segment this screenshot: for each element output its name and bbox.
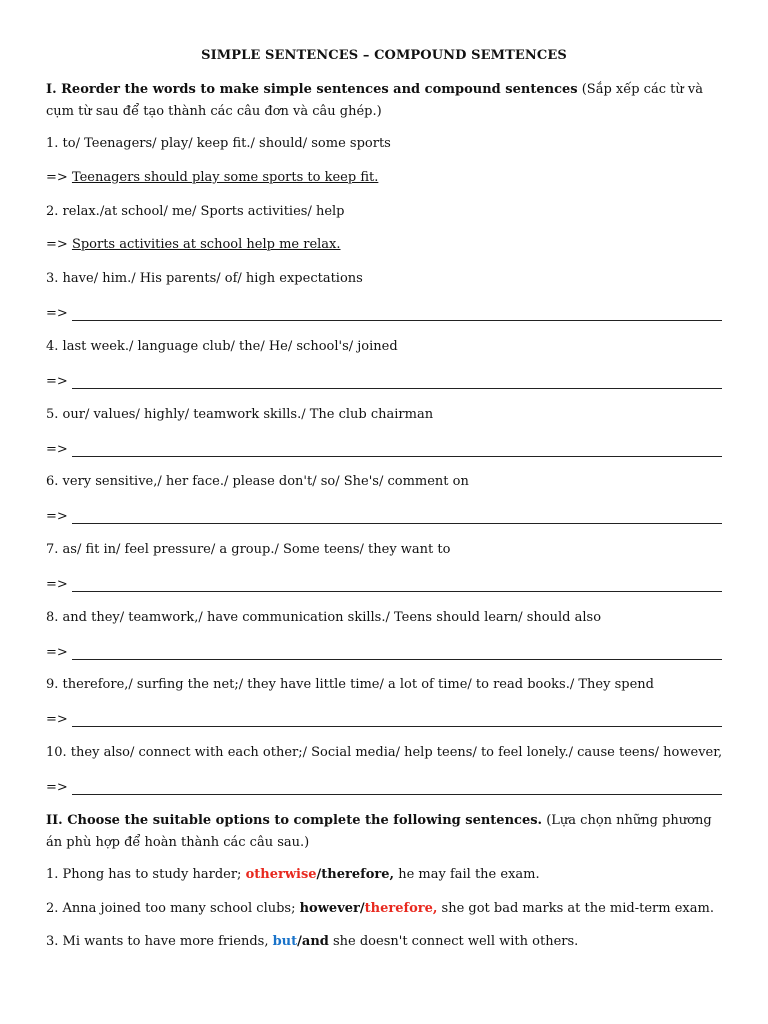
option-and[interactable]: and <box>301 934 329 949</box>
page-title: SIMPLE SENTENCES – COMPOUND SEMTENCES <box>201 48 567 63</box>
question-8: 8. and they/ teamwork,/ have communication skills./ Teens should learn/ should also <box>46 610 602 625</box>
answer-blank-6[interactable] <box>72 511 722 524</box>
option-otherwise[interactable]: otherwise <box>245 867 317 882</box>
sentence-2-start: 2. Anna joined too many school clubs; <box>46 901 300 916</box>
arrow: => <box>46 645 68 660</box>
part2-heading: II. Choose the suitable options to complete the following sentences. <box>46 813 543 828</box>
sentence-2-end: she got bad marks at the mid-term exam. <box>437 901 714 916</box>
question-1: 1. to/ Teenagers/ play/ keep fit./ should/ some sports <box>46 136 391 151</box>
option-separator: / <box>359 901 365 916</box>
arrow: => <box>46 442 68 457</box>
answer-2-text: Sports activities at school help me relax. <box>71 237 341 252</box>
option-separator: / <box>316 867 322 882</box>
sentence-3-end: she doesn't connect well with others. <box>328 934 579 949</box>
option-therefore[interactable]: therefore, <box>364 901 438 916</box>
answer-8[interactable] <box>46 644 722 660</box>
question-5: 5. our/ values/ highly/ teamwork skills./ The club chairman <box>46 407 434 422</box>
choice-sentence-3 <box>46 934 722 949</box>
question-3: 3. have/ him./ His parents/ of/ high expectations <box>46 271 363 286</box>
part2-note: (Lựa chọn những phương án phù hợp để hoàn thành các câu sau.) <box>46 813 712 850</box>
part1-note: (Sắp xếp các từ và cụm từ sau để tạo thành các câu đơn và câu ghép.) <box>46 82 703 119</box>
choice-sentence-2 <box>46 901 722 916</box>
sentence-3-start: 3. Mi wants to have more friends, <box>46 934 273 949</box>
question-4: 4. last week./ language club/ the/ He/ school's/ joined <box>46 339 398 354</box>
option-but[interactable]: but <box>272 934 298 949</box>
option-therefore[interactable]: therefore, <box>321 867 395 882</box>
answer-blank-3[interactable] <box>72 308 722 321</box>
arrow: => <box>46 170 68 185</box>
answer-5[interactable] <box>46 441 722 457</box>
question-9: 9. therefore,/ surfing the net;/ they have little time/ a lot of time/ to read books./ They spend <box>46 677 654 692</box>
sentence-1-end: he may fail the exam. <box>394 867 540 882</box>
option-however[interactable]: however <box>299 901 360 916</box>
sentence-1-start: 1. Phong has to study harder; <box>46 867 246 882</box>
answer-blank-8[interactable] <box>72 647 722 660</box>
answer-blank-9[interactable] <box>72 714 722 727</box>
arrow: => <box>46 374 68 389</box>
part1-heading: I. Reorder the words to make simple sentences and compound sentences <box>46 82 578 97</box>
answer-2 <box>46 237 722 252</box>
question-10: 10. they also/ connect with each other;/ Social media/ help teens/ to feel lonely./ cause teens/ however, <box>46 745 723 760</box>
option-separator: / <box>297 934 302 949</box>
answer-1 <box>46 170 722 185</box>
arrow: => <box>46 577 68 592</box>
choice-sentence-1 <box>46 867 722 882</box>
answer-7[interactable] <box>46 576 722 592</box>
answer-6[interactable] <box>46 508 722 524</box>
arrow: => <box>46 306 68 321</box>
arrow: => <box>46 712 68 727</box>
answer-blank-7[interactable] <box>72 579 722 592</box>
answer-9[interactable] <box>46 711 722 727</box>
question-7: 7. as/ fit in/ feel pressure/ a group./ Some teens/ they want to <box>46 542 451 557</box>
answer-blank-10[interactable] <box>72 782 722 795</box>
answer-4[interactable] <box>46 373 722 389</box>
arrow: => <box>46 780 68 795</box>
answer-1-text: Teenagers should play some sports to keep fit. <box>71 170 379 185</box>
part1-instruction <box>46 79 726 123</box>
arrow: => <box>46 509 68 524</box>
arrow: => <box>46 237 68 252</box>
answer-3[interactable] <box>46 305 722 321</box>
question-6: 6. very sensitive,/ her face./ please don't/ so/ She's/ comment on <box>46 474 469 489</box>
question-2: 2. relax./at school/ me/ Sports activities/ help <box>46 204 345 219</box>
answer-10[interactable] <box>46 779 722 795</box>
answer-blank-5[interactable] <box>72 444 722 457</box>
part2-instruction <box>46 810 726 854</box>
answer-blank-4[interactable] <box>72 376 722 389</box>
